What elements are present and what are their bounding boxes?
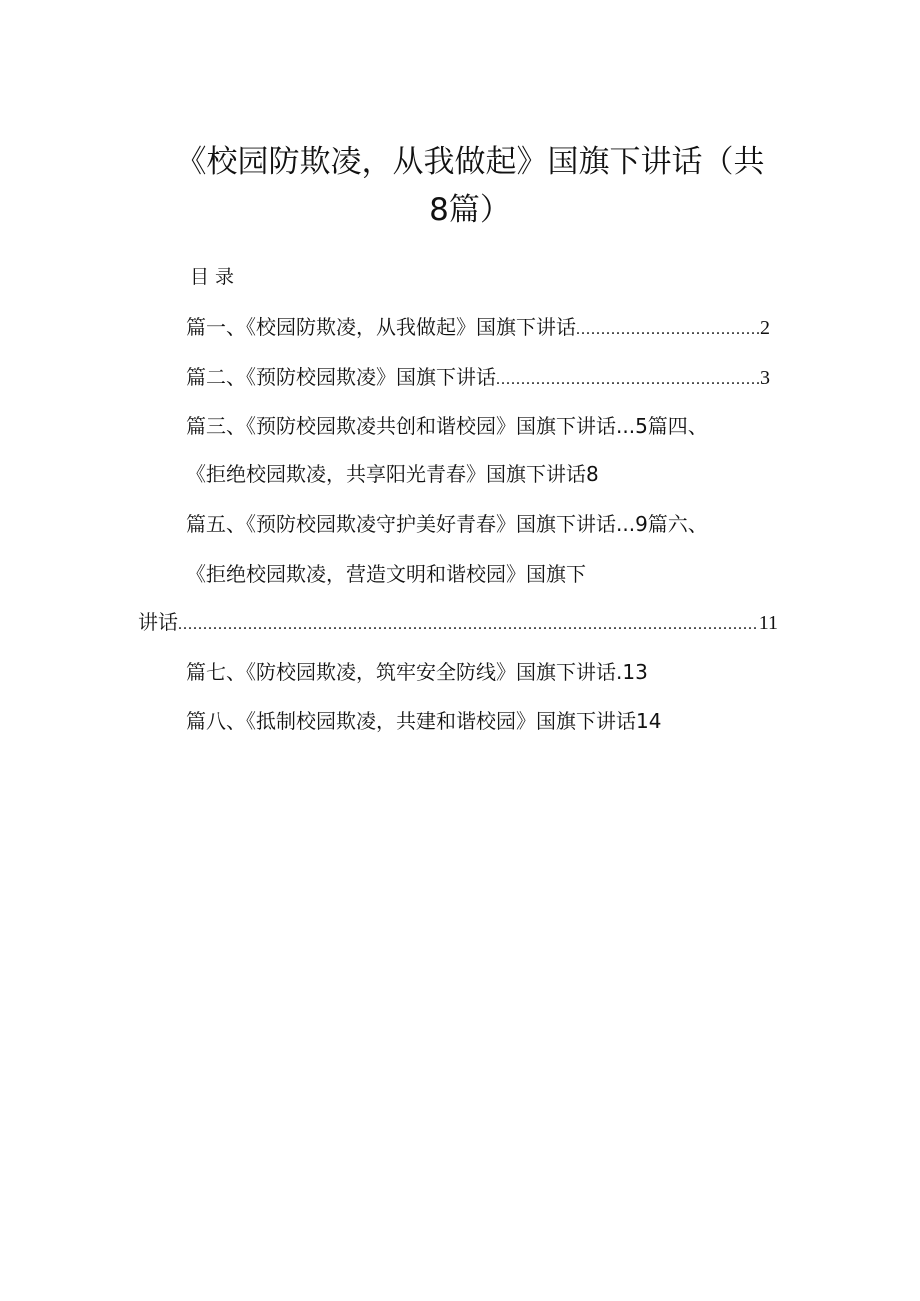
toc-entry-1[interactable] [186, 312, 770, 345]
toc-entry-3[interactable] [186, 411, 708, 441]
toc-entry-6[interactable] [186, 559, 586, 589]
toc-page-number: 3 [760, 367, 770, 389]
toc-entry-text: 讲话 [138, 610, 178, 634]
toc-page-number: 11 [758, 612, 778, 634]
toc-entry-text: 《拒绝校园欺凌，共享阳光青春》国旗下讲话8 [186, 462, 599, 486]
toc-entry-7[interactable] [186, 657, 648, 687]
toc-entry-text: 篇八、《抵制校园欺凌，共建和谐校园》国旗下讲话14 [186, 709, 662, 733]
toc-entry-2[interactable] [186, 362, 770, 395]
toc-page-number: 2 [760, 317, 770, 339]
toc-entry-6-continued[interactable] [138, 607, 778, 640]
toc-entry-text: 篇三、《预防校园欺凌共创和谐校园》国旗下讲话...5篇四、 [186, 414, 708, 438]
toc-leader-dots [496, 365, 760, 395]
toc-entry-8[interactable] [186, 706, 661, 736]
toc-entry-text: 《拒绝校园欺凌，营造文明和谐校园》国旗下 [186, 562, 586, 586]
toc-leader-dots [576, 315, 760, 345]
toc-entry-text: 篇二、《预防校园欺凌》国旗下讲话 [186, 365, 496, 389]
toc-leader-dots [178, 610, 759, 640]
toc-entry-text: 篇一、《校园防欺凌，从我做起》国旗下讲话 [186, 315, 576, 339]
toc-heading: 目录 [190, 266, 241, 288]
document-title-line-1: 《校园防欺凌，从我做起》国旗下讲话（共 [175, 144, 765, 180]
toc-entry-4[interactable] [186, 459, 599, 489]
toc-entry-text: 篇七、《防校园欺凌，筑牢安全防线》国旗下讲话.13 [186, 660, 648, 684]
toc-entry-text: 篇五、《预防校园欺凌守护美好青春》国旗下讲话...9篇六、 [186, 512, 708, 536]
document-title-line-2: 8篇） [429, 192, 511, 228]
toc-entry-5[interactable] [186, 509, 708, 539]
